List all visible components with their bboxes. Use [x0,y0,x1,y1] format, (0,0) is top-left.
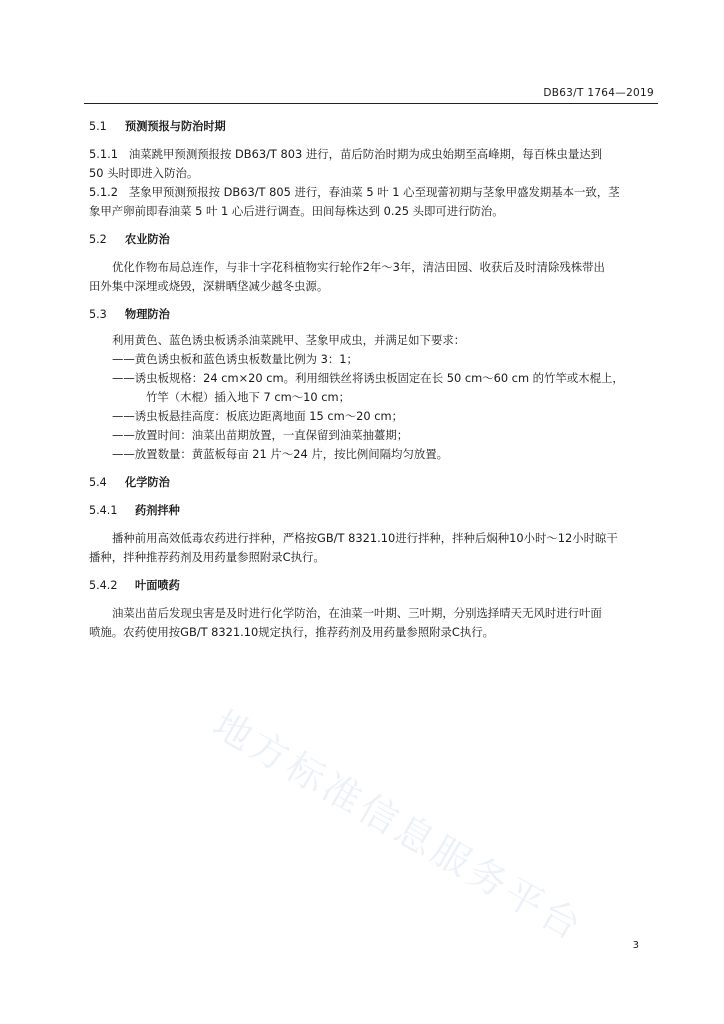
paragraph-line: 优化作物布局总连作，与非十字花科植物实行轮作2年～3年，清洁田园、收获后及时清除残株带出 [112,260,605,274]
section-number: 5.2 [89,233,107,246]
section-heading [89,230,658,249]
header-divider [84,103,658,104]
clause-text-line: 油菜跳甲预测预报按 DB63/T 803 进行，苗后防治时期为成虫始期至高峰期，每百株虫量达到 [128,147,603,161]
subsection-title: 叶面喷药 [135,579,180,592]
subsection-title: 药剂拌种 [135,504,180,517]
clause-paragraph [89,183,658,202]
section-title: 物理防治 [125,308,170,321]
clause-number: 5.1.2 [89,185,118,199]
subsection-heading [89,576,658,595]
section-title: 化学防治 [125,476,170,489]
section-number: 5.3 [89,308,107,321]
section-number: 5.4 [89,476,107,489]
watermark-text: 地方标准信息服务平台 [205,701,592,950]
list-item: ——黄色诱虫板和蓝色诱虫板数量比例为 3：1； [112,352,358,366]
subsection-heading [89,501,658,520]
section-heading [89,305,658,324]
clause-text-line: 50 头时即进入防治。 [89,166,199,180]
list-item: ——诱虫板规格：24 cm×20 cm。利用细铁丝将诱虫板固定在长 50 cm～60 cm 的竹竿或木棍上， [112,371,624,385]
list-item: ——放置时间：油菜出苗期放置，一直保留到油菜抽薹期； [112,428,409,442]
clause-paragraph [89,145,658,164]
clause-number: 5.1.1 [89,147,118,161]
standard-code: DB63/T 1764—2019 [543,87,654,99]
section-title: 预测预报与防治时期 [125,120,226,133]
section-number: 5.1 [89,120,107,133]
list-item: ——放置数量：黄蓝板每亩 21 片～24 片，按比例间隔均匀放置。 [112,447,449,461]
paragraph-line: 田外集中深埋或烧毁，深耕晒垡减少越冬虫源。 [89,279,329,293]
paragraph-line: 油菜出苗后发现虫害是及时进行化学防治，在油菜一叶期、三叶期，分别选择晴天无风时进行叶面 [112,606,602,620]
paragraph-line: 利用黄色、蓝色诱虫板诱杀油菜跳甲、茎象甲成虫，并满足如下要求： [112,333,466,347]
section-heading [89,117,658,136]
section-heading [89,473,658,492]
paragraph-line: 播种，拌种推荐药剂及用药量参照附录C执行。 [89,550,325,564]
clause-text-line: 象甲产卵前即春油菜 5 叶 1 心后进行调查。田间每株达到 0.25 头即可进行防治。 [89,204,504,218]
section-title: 农业防治 [125,233,170,246]
clause-text-line: 茎象甲预测预报按 DB63/T 805 进行，春油菜 5 叶 1 心至现蕾初期与茎象甲盛发期基本一致，茎 [128,185,620,199]
paragraph-line: 播种前用高效低毒农药进行拌种，严格按GB/T 8321.10进行拌种，拌种后焖种10小时～12小时晾干 [112,531,618,545]
subsection-number: 5.4.1 [89,504,118,517]
paragraph-line: 喷施。农药使用按GB/T 8321.10规定执行，推荐药剂及用药量参照附录C执行。 [89,625,495,639]
list-item-continuation: 竹竿（木棍）插入地下 7 cm～10 cm； [146,390,351,404]
page-number: 3 [632,940,639,951]
document-body [89,117,658,642]
subsection-number: 5.4.2 [89,579,118,592]
list-item: ——诱虫板悬挂高度：板底边距离地面 15 cm～20 cm； [112,409,403,423]
